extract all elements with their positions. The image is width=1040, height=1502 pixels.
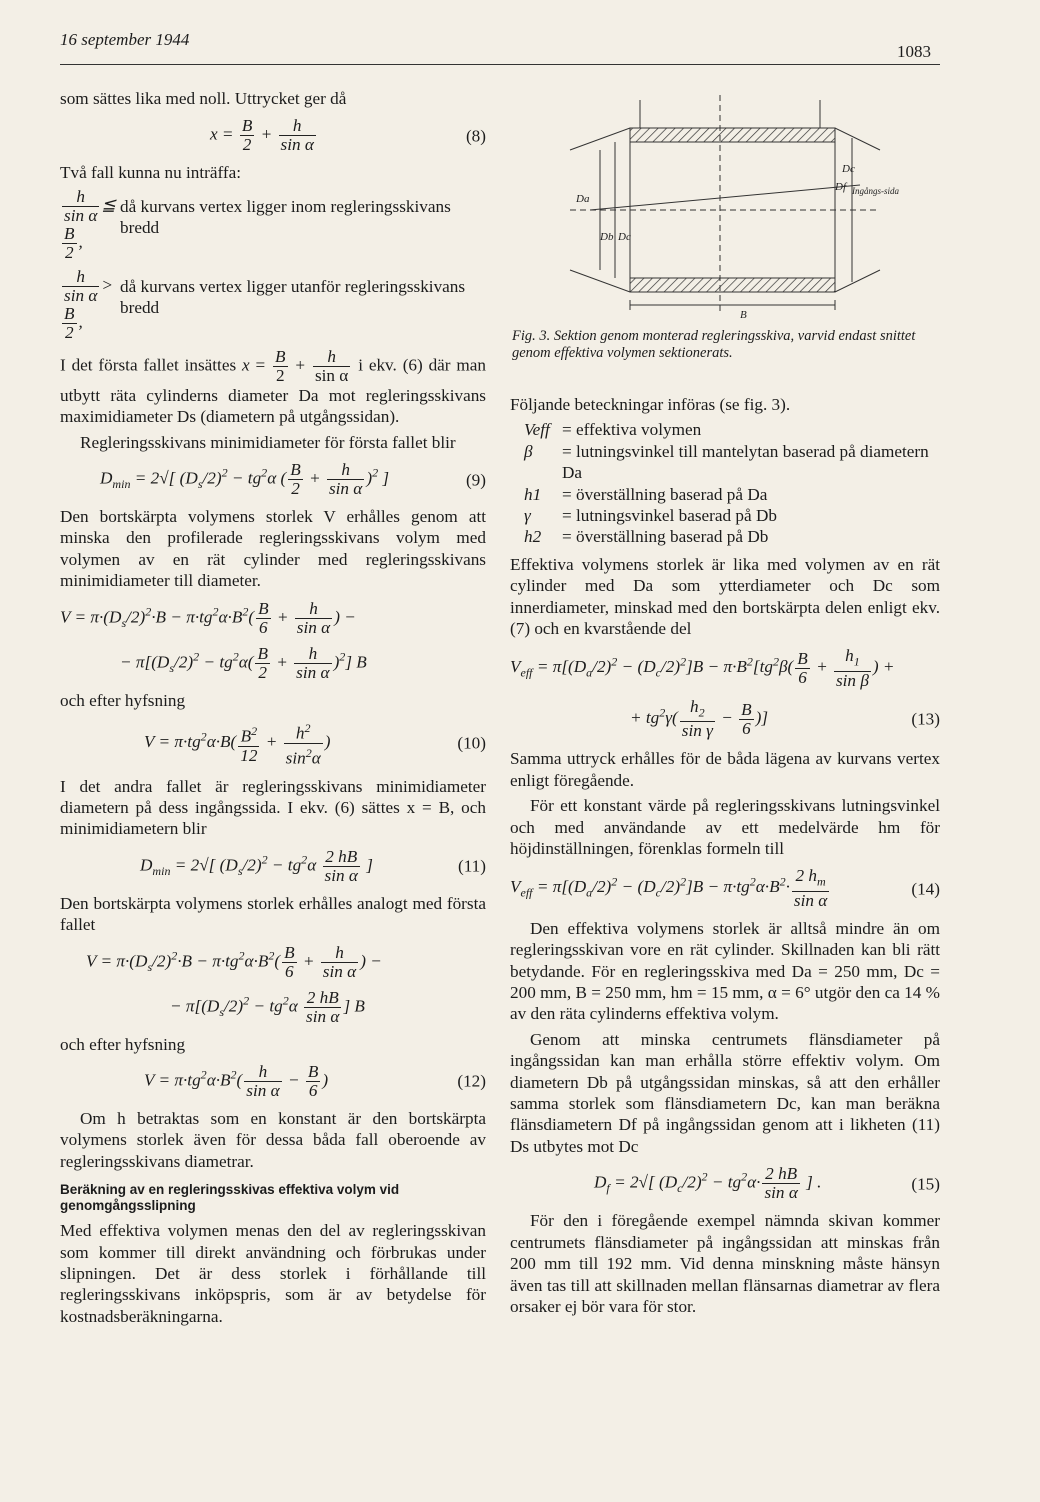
equation-8: x = $\frac{B}{2}$ + $\frac{h}{\text{sin α}}$ (8) <box>210 116 486 155</box>
equation-v2: $V = \pi\cdot(D_s/2)^2\cdot B - \pi\cdot tg^2\alpha\cdot B^2$( $\frac{B}{6}$ + $\frac{h}{\text{sin α}}$ ) − <box>86 942 382 981</box>
paragraph: som sättes lika med noll. Uttrycket ger då <box>60 89 347 108</box>
paragraph: Samma uttryck erhålles för de båda lägena av kurvans vertex enligt föregående. <box>510 749 940 790</box>
paragraph: Den bortskärpta volymens storlek erhålles analogt med första fallet <box>60 893 486 935</box>
paragraph: Den effektiva volymens storlek är alltså mindre än om regleringsskivan vore en rät cylinder. Skillnaden kan bli rätt betydande. För en regleringsskiva med Da = 250 mm, Dc = 200 mm, B = 250 mm, hm = 15 mm, α = 6° utgör den ca 14 % av den räta cylinderns effektiva volym. <box>510 918 940 1024</box>
label-df: Df <box>835 181 846 193</box>
paragraph: Två fall kunna nu inträffa: <box>60 163 242 183</box>
equation-number: (8) <box>465 126 486 146</box>
equation-9: $D_{min} = 2√$[ $(D_s/2)^2 - tg^2\alpha$ ( $\frac{B}{2}$ + $\frac{h}{\text{sin α}}$ )$^2$ ] (9) <box>100 460 486 499</box>
paragraph: och efter hyfsning <box>60 1034 186 1054</box>
label-da: Da <box>576 193 590 205</box>
equation-13-cont: + $tg^2\gamma$( $\frac{h_2}{\text{sin γ}}$ − $\frac{B}{6}$ )] (13) <box>630 696 940 741</box>
equation-11: $D_{min} = 2√$[ $(D_s/2)^2 - tg^2\alpha$ $\frac{2 hB}{\text{sin α}}$ ] (11) <box>140 846 486 885</box>
equation-15: $D_f = 2√$[ $(D_c/2)^2 - tg^2\alpha\cdot$ $\frac{2 hB}{\text{sin α}}$ ] . (15) <box>594 1164 940 1203</box>
paragraph: För ett konstant värde på regleringsskivans lutningsvinkel och med användande av ett medelvärde hm för höjdinställningen, förenklas formeln till <box>510 796 940 858</box>
paragraph: Följande beteckningar införas (se fig. 3). <box>510 395 791 414</box>
section-heading: Beräkning av en regleringsskivas effektiva volym vid genomgångsslipning <box>60 1182 400 1214</box>
figure-caption: Fig. 3. Sektion genom monterad regleringsskiva, varvid endast snittet genom effektiva volymen sektionerats. <box>512 328 916 361</box>
notation-item: γ = lutningsvinkel baserad på Db <box>524 506 777 526</box>
equation-number: (14) <box>911 878 940 898</box>
equation-number: (10) <box>457 733 486 753</box>
equation-10: $V = \pi\cdot tg^2\alpha\cdot B$( $\frac{B^2}{12}$ + $\frac{h^2}{\sin^2\alpha}$ ) (10) <box>144 721 486 768</box>
paragraph: För den i föregående exempel nämnda skivan kommer centrumets flänsdiameter på ingångssidan att minskas från 200 mm till 192 mm. Vid denna minskning måste hänsyn även tas till att skillnaden mellan flänsarnas diametrar av flera orsaker ej bör vara för stor. <box>510 1211 940 1316</box>
header-rule <box>60 64 940 65</box>
label-db: Db <box>600 231 614 243</box>
equation-v1: $V = \pi\cdot(D_s/2)^2\cdot B - \pi\cdot tg^2\alpha\cdot B^2$( $\frac{B}{6}$ + $\frac{h}{\text{sin α}}$ ) − <box>60 598 356 637</box>
paragraph: Med effektiva volymen menas den del av regleringsskivan som kommer till direkt användning och förbrukas under slipningen. Det är dess storlek i förhållande till regleringsskivans inköpspris, som är av betydelse för kostnadsberäkningarna. <box>60 1221 486 1326</box>
notation-list <box>524 419 940 547</box>
paragraph: och efter hyfsning <box>60 690 186 710</box>
paragraph: I det första fallet insättes x = $\frac{B}{2}$ + $\frac{h}{\text{sin α}}$ i ekv. (6) där man utbytt räta cylinderns diameter Da mot regleringsskivans maximidiameter Ds (diametern på utgångssidan). <box>60 346 486 427</box>
equation-13: $V_{eff} = \pi[(D_a/2)^2 - (D_c/2)^2]B - \pi\cdot B^2[tg^2\beta$( $\frac{B}{6}$ + $\frac{h_1}{\text{sin β}}$ ) + <box>510 646 895 690</box>
equation-14: $V_{eff} = \pi[(D_a/2)^2 - (D_c/2)^2]B - \pi\cdot tg^2\alpha\cdot B^2\cdot$ $\frac{2 h_m}{\text{sin α}}$ (14) <box>510 866 940 910</box>
case-text: då kurvans vertex ligger utanför regleringsskivans bredd <box>120 276 466 318</box>
case-text: då kurvans vertex ligger inom regleringsskivans bredd <box>120 196 451 238</box>
paragraph: Effektiva volymens storlek är lika med volymen av en rät cylinder med Da som ytterdiameter och Dc som innerdiameter, minskad med den bortskärpta delen enligt ekv. (7) och en kvarstående del <box>510 554 940 639</box>
notation-item: h1 = överställning baserad på Da <box>524 484 768 504</box>
notation-item: β = lutningsvinkel till mantelytan baserad på diametern Da <box>524 441 929 483</box>
case-list <box>60 188 486 342</box>
paragraph: I det andra fallet är regleringsskivans minimidiameter diametern på dess ingångssida. I ekv. (6) sättes x = B, och minimidiametern blir <box>60 776 486 839</box>
equation-v1-cont: − $\pi[(D_s/2)^2 - tg^2\alpha$( $\frac{B}{2}$ + $\frac{h}{\text{sin α}}$ )$^2$] B <box>120 643 367 682</box>
label-dc: Dc <box>842 163 855 175</box>
label-ingangssida: Ingångs-sida <box>852 186 899 196</box>
equation-number: (15) <box>911 1174 940 1194</box>
paragraph: Om h betraktas som en konstant är den bortskärpta volymens storlek även för dessa båda fall oberoende av regleringsskivans diametrar. <box>60 1108 486 1171</box>
eq-lhs: x = <box>210 124 234 144</box>
paragraph: Regleringsskivans minimidiameter för första fallet blir <box>80 432 456 452</box>
equation-number: (9) <box>465 469 486 489</box>
equation-v2-cont: − $\pi[(D_s/2)^2 - tg^2\alpha$ $\frac{2 hB}{\text{sin α}}$ ] B <box>170 987 365 1026</box>
figure-3-section-diagram <box>560 90 900 320</box>
notation-item: h2 = överställning baserad på Db <box>524 527 769 547</box>
running-header-date: 16 september 1944 <box>60 30 190 49</box>
notation-item: Veff = effektiva volymen <box>524 420 702 440</box>
case-item: $\frac{h}{\text{sin α}}$ ≦ $\frac{B}{2}$ , då kurvans vertex ligger inom regleringsskivans bredd <box>60 188 486 262</box>
equation-number: (13) <box>911 709 940 729</box>
paragraph: Genom att minska centrumets flänsdiameter på ingångssidan kan man erhålla större effektiv volym. Om diametern Db på utgångssidan minskas, så att den erhåller samma storlek som flänsdiametern Dc, kan man beräkna flänsdiametern Df på ingångssidan genom att i likheten (11) Ds utbytes mot Dc <box>510 1029 940 1156</box>
label-dc-inner: Dc <box>618 231 631 243</box>
left-column <box>60 88 486 1331</box>
page-number: 1083 <box>897 42 931 61</box>
equation-number: (12) <box>457 1071 486 1091</box>
equation-12: $V = \pi\cdot tg^2\alpha\cdot B^2$( $\frac{h}{\text{sin α}}$ − $\frac{B}{6}$ ) (12) <box>144 1061 486 1100</box>
paragraph: Den bortskärpta volymens storlek V erhålles genom att minska den profilerade regleringsskivans volym med volymen av en rät cylinder med regleringsskivans minimidiameter till diameter. <box>60 507 486 591</box>
equation-number: (11) <box>458 856 486 876</box>
case-item: $\frac{h}{\text{sin α}}$ > $\frac{B}{2}$ , då kurvans vertex ligger utanför regleringsskivans bredd <box>60 268 486 342</box>
label-b: B <box>740 309 747 320</box>
right-column <box>510 394 940 1321</box>
